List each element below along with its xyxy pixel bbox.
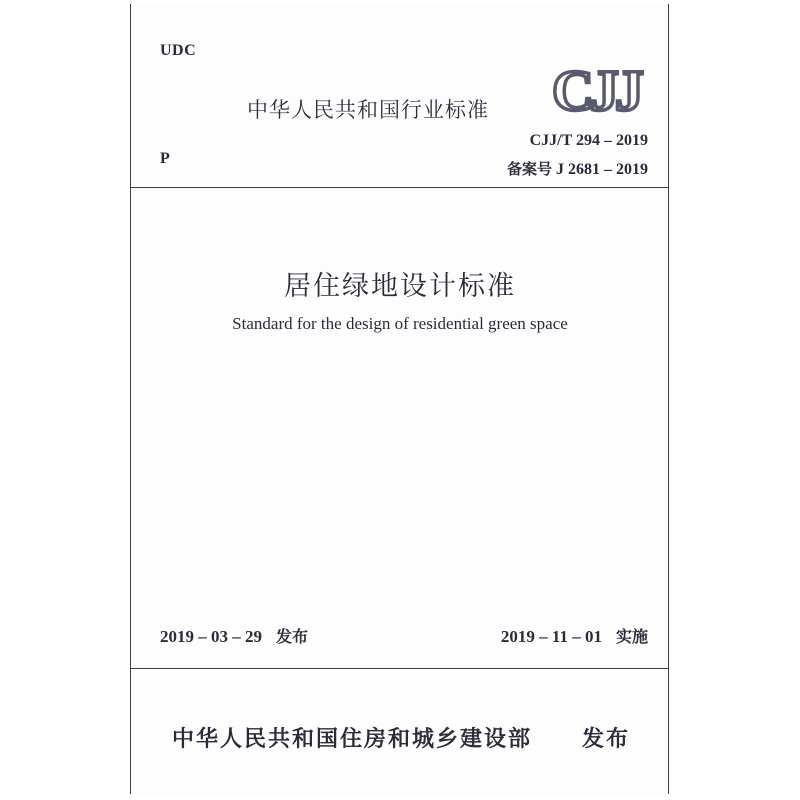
cjj-logo-text: CJJ xyxy=(552,62,640,118)
record-number-value: J 2681 – 2019 xyxy=(552,161,648,178)
issue-date xyxy=(160,624,308,647)
implement-date-value: 2019 – 11 – 01 xyxy=(500,627,602,646)
issue-date-value: 2019 – 03 – 29 xyxy=(160,627,262,646)
header-divider xyxy=(130,187,668,188)
implement-label: 实施 xyxy=(615,627,648,646)
standard-number: CJJ/T 294 – 2019 xyxy=(529,132,648,149)
publisher-name: 中华人民共和国住房和城乡建设部 xyxy=(172,727,533,752)
publisher-action: 发布 xyxy=(581,727,630,752)
cjj-logo xyxy=(544,62,648,118)
record-number xyxy=(507,158,648,179)
classification-code: P xyxy=(160,150,170,167)
record-prefix: 备案号 xyxy=(506,160,552,178)
issue-label: 发布 xyxy=(276,627,309,646)
title-chinese: 居住绿地设计标准 xyxy=(284,271,516,302)
title-english: Standard for the design of residential green space xyxy=(232,314,568,333)
implement-date xyxy=(501,624,648,647)
industry-standard-label: 中华人民共和国行业标准 xyxy=(247,98,489,122)
footer-divider xyxy=(130,668,668,669)
udc-label: UDC xyxy=(160,42,197,59)
